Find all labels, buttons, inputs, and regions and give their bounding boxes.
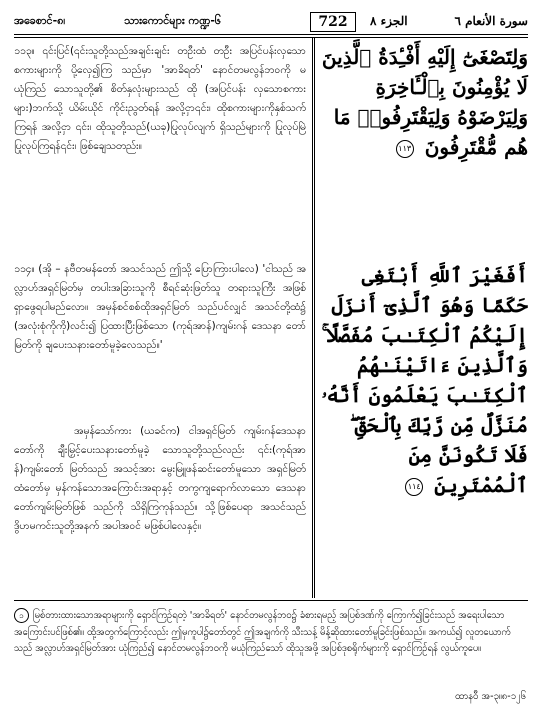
header-rule [14, 34, 528, 35]
ayah-113-text: وَلِتَصْغَىٰٓ إِلَيْهِ أَفْـِٔدَةُ ٱلَّذِينَ لَا يُؤْمِنُونَ بِٱلْـَٔاخِرَةِ وَلِيَرْضَوْهُ وَلِيَقْتَرِفُوا۟ مَا هُم مُّقْتَرِفُونَ [321, 45, 528, 159]
ayah-114-number: ١١٤ [405, 478, 423, 496]
volume-label: အခေစာင်-၈၊ [14, 14, 66, 27]
chapter-label: သားကောင်များ ကဏ္ဍ-၆ [124, 14, 222, 27]
verse-113-translation: ၁၁၃။ ၎င်းပြင်(၎င်းသူတို့သည်အချင်းချင်း တဦးထံ တဦး အပြင်ပန်းလှသော စကားများကို ပို့လှေ၍ကြ သည်မှာ 'အာခိရတ်' နောင်တမလွန်ဘဝကို မယုံကြည် သောသူတို့၏ စိတ်နှလုံးများသည် ထို (အပြင်ပန်း လှသောစကားများ)ဘက်သို့ ယိမ်းယိုင် ကိုင်းညွတ်ရန် အလို့ငှာ၎င်း၊ ထိုစကားများကိုနှစ်သက်ကြရန် အလို့ငှာ ၎င်း၊ ထိုသူတို့သည်(ယခု)ပြုလုပ်လျက် ရှိသည်များကို ပြုလုပ်မြဲ ပြုလုပ်ကြရန်၎င်း၊ ဖြစ်ချေသတည်း။ [14, 45, 306, 152]
ayah-113-number: ١١٣ [396, 140, 414, 158]
footnote [14, 608, 528, 658]
footnote-reference: ထာနဝီ အ-၃။၈-၁၂၆ [455, 691, 526, 702]
ayah-114 [320, 260, 528, 500]
arabic-column [320, 42, 528, 500]
page-header [14, 12, 528, 32]
juz-label: الجزء ٨ [370, 14, 408, 28]
footnote-number: ၁ [14, 608, 29, 623]
ayah-114-text: أَفَغَيْرَ ٱللَّهِ أَبْتَغِى حَكَمًا وَهُوَ ٱلَّذِىٓ أَنزَلَ إِلَيْكُمُ ٱلْكِتَـٰبَ مُفَصَّلًا ۚ وَٱلَّذِينَ ءَاتَيْنَـٰهُمُ ٱلْكِتَـٰبَ يَعْلَمُونَ أَنَّهُۥ مُنَزَّلٌ مِّن رَّبِّكَ بِٱلْحَقِّ ۖ فَلَا تَكُونَنَّ مِنَ ٱلْمُمْتَرِينَ [321, 263, 528, 497]
verse-114-translation: ၁၁၄။ (အို – နဗီတမန်တော် အသင်သည် ဤသို့ ပြောကြားပါလေ) 'ငါသည် အလ္လာဟ်အရှင်မြတ်မှ တပါးအခြားသူကို စီရင်ဆုံးဖြတ်သူ တရားသူကြီး အဖြစ်ရှာဖွေရပါမည်လော။ အမှန်စင်စစ်ထိုအရှင်မြတ် သည်ပင်လျှင် အသင်တို့ထံ၌ (အလုံးစုံကိုကို)လင်း၍ ပြထားပြီးဖြစ်သော (ကုရ်အာန်)ကျမ်းဂန် ဒေသနာ တော်မြတ်ကို ချပေးသနားတော်မူခဲ့လေသည်။' [14, 263, 306, 351]
page-number: 722 [310, 12, 356, 32]
footnote-text: မြစ်တားထားသောအရာများကို ရှောင်ကြဉ်ရတဲ့ 'အာခိရတ်' နောင်တမလွန်ဘဝ၌ ခံစားရမည့် အပြစ်ဒဏ်ကို ကြောက်၍ခြင်းသည် အရေးပါသောအကြောင်းပင်ဖြစ်၏။ ထို့အတွက်ကြောင့်လည်း ဤမှကူပါ၌တော်တွင် ဤအချက်ကို သီးသန့် မိန့်ဆိုထားတော်မူခြင်းဖြစ်သည်။ အကယ်၍ လူတယောက်သည် အလ္လာဟ်အရှင်မြတ်အား ယုံကြည်၍ နောင်တမလွန်ဘဝကို မယုံကြည်သော် ထိုသူအဖို့ အပြစ်ဒုစရိုက်များကို ရှောင်ကြဉ်ရန် လွယ်ကူပေ။ [14, 610, 511, 654]
ayah-113 [320, 42, 528, 192]
verse-114-translation-cont: အမှန်သော်ကား (ယခင်က) ငါအရှင်မြတ် ကျမ်းဂန်ဒေသနာတော်ကို ချီးမြှင့်ပေးသနားတော်မူခဲ့ သောသူတို့သည်လည်း ၎င်း(ကုရ်အာန်)ကျမ်းတော် မြတ်သည် အသင့်အား မွေးမြူဖန်ဆင်းတော်မူသော အရှင်မြတ်ထံတော်မှ မှန်ကန်သောအကြောင်းအရာနှင့် တကွကျရောက်လာသော ဒေသနာတော်ကျမ်းမြတ်ဖြစ် သည်ကို သိရှိကြကုန်သည်။ သို့ဖြစ်ပေရာ အသင်သည် ဒွိဟမကင်းသူတို့အနက် အပါအဝင် မဖြစ်ပါလေနှင့်။ [14, 425, 306, 532]
header-rule-2 [14, 37, 528, 38]
footnote-rule [14, 600, 528, 601]
column-divider [312, 38, 313, 598]
translation-column [14, 42, 306, 602]
column-divider-2 [314, 38, 315, 598]
surah-label: سورة الأنعام ٦ [454, 14, 528, 28]
